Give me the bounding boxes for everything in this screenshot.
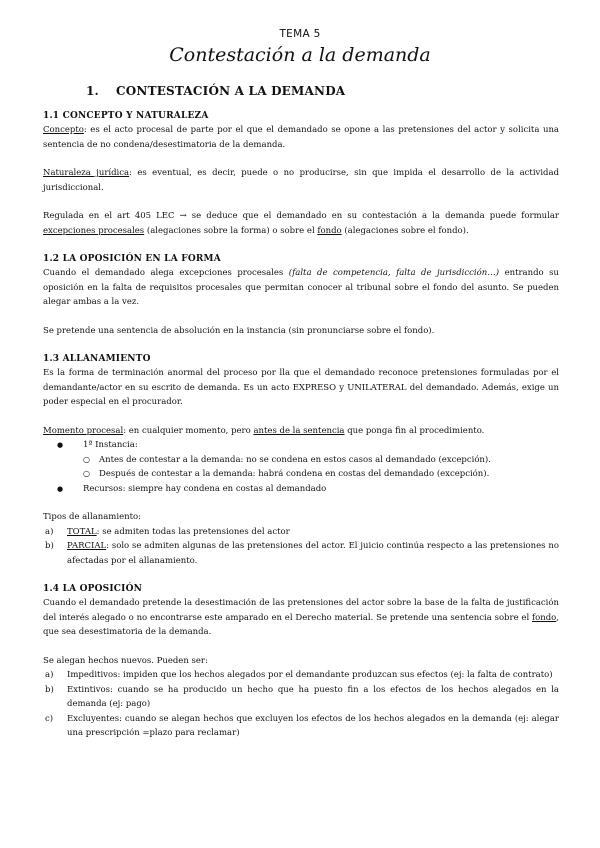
page-title: Contestación a la demanda [169, 44, 431, 66]
list-marker: b) [45, 541, 54, 551]
subsection-heading-concepto: 1.1 CONCEPTO Y NATURALEZA [43, 111, 209, 121]
subsection-heading-forma: 1.2 LA OPOSICIÓN EN LA FORMA [43, 254, 221, 264]
alpha-list [43, 525, 559, 569]
bullet-list [43, 438, 559, 496]
text-momento-underline: antes de la sentencia [253, 425, 345, 436]
list-item [43, 668, 559, 683]
text-concepto: : es el acto procesal de parte por el que el demandado se opone a las pretensiones del actor y solicita una sentencia de no condena/desestimatoria de la demanda. [43, 125, 559, 150]
text-excluyentes: Excluyentes: cuando se alegan hechos que excluyen los efectos de los hechos alegados en la demanda (ej: alegar una prescripción =plazo para reclamar) [67, 713, 559, 738]
paragraph-naturaleza [43, 166, 559, 195]
paragraph-oposicion [43, 596, 559, 640]
list-marker: b) [45, 684, 54, 695]
text-momento-b: que ponga fin al procedimiento. [344, 425, 485, 436]
topic-number: TEMA 5 [279, 28, 321, 40]
text-regulada-a: Regulada en el art 405 LEC → se deduce que el demandado en su contestación a la demanda puede formular [43, 211, 559, 221]
term-excepciones: excepciones procesales [43, 225, 145, 236]
text-oposicion-a: Cuando el demandado pretende la desestimación de las pretensiones del actor sobre la base de la falta de justificación del interés alegado o no encontrarse este amparado en el Derecho material. Se pretende una sentencia sobre el [43, 598, 559, 623]
text-parcial: : solo se admiten algunas de las pretensiones del actor. El juicio continúa respecto a las pretensiones no afectadas por el allanamiento. [67, 541, 559, 566]
list-item [43, 683, 559, 712]
paragraph-regulada [43, 209, 559, 238]
list-marker: c) [45, 713, 54, 724]
section-title: CONTESTACIÓN A LA DEMANDA [116, 84, 346, 98]
text-extintivos: Extintivos: cuando se ha producido un hecho que ha puesto fin a los efectos de los hechos alegados en la demanda (ej: pago) [67, 684, 559, 709]
paragraph-concepto [43, 123, 559, 152]
list-item: ● Recursos: siempre hay condena en costas al demandado [43, 482, 559, 497]
text-forma-a: Cuando el demandado alega excepciones procesales [43, 268, 289, 278]
alpha-list [43, 668, 559, 741]
list-marker: a) [45, 670, 54, 680]
term-fondo: fondo [317, 225, 342, 236]
list-item [43, 438, 559, 482]
paragraph-tipos: Tipos de allanamiento: [43, 512, 141, 522]
term-concepto: Concepto [43, 125, 84, 135]
term-total: TOTAL [67, 526, 97, 537]
bullet-text: 1ª Instancia: [83, 440, 138, 450]
text-oposicion-b: , que sea desestimatoria de la demanda. [43, 612, 559, 637]
list-item: ○ Antes de contestar a la demanda: no se condena en estos casos al demandado (excepción). [43, 453, 559, 468]
list-item [43, 525, 559, 540]
paragraph-momento [43, 424, 559, 439]
subsection-heading-oposicion: 1.4 LA OPOSICIÓN [43, 584, 143, 594]
text-total: : se admiten todas las pretensiones del actor [96, 526, 290, 537]
subsection-heading-allanamiento: 1.3 ALLANAMIENTO [43, 354, 151, 364]
section-number: 1. [86, 84, 99, 98]
term-parcial: PARCIAL [67, 541, 107, 551]
section-heading [86, 84, 345, 98]
list-item [43, 539, 559, 568]
list-item: ○ Después de contestar a la demanda: habrá condena en costas del demandado (excepción). [43, 467, 559, 482]
term-fondo-2: fondo [532, 612, 557, 623]
text-regulada-c: (alegaciones sobre el fondo). [341, 225, 469, 236]
paragraph-absolucion: Se pretende una sentencia de absolución en la instancia (sin pronunciarse sobre el fondo). [43, 325, 435, 336]
text-naturaleza: : es eventual, es decir, puede o no producirse, sin que impida el desarrollo de la actividad jurisdiccional. [43, 168, 560, 193]
text-forma-b: entrando su oposición en la falta de requisitos procesales que permitan conocer al tribunal sobre el fondo del asunto. Se pueden alegar ambas a la vez. [43, 268, 559, 307]
text-impeditivos: Impeditivos: impiden que los hechos alegados por el demandante produzcan sus efectos (ej: la falta de contrato) [67, 670, 553, 680]
document-body [43, 109, 559, 741]
sub-list [83, 453, 559, 482]
list-marker: a) [45, 526, 54, 537]
term-momento: Momento procesal [43, 425, 124, 436]
paragraph-allanamiento: Es la forma de terminación anormal del proceso por lla que el demandado reconoce pretensiones formuladas por el demandante/actor en su escrito de demanda. Es un acto EXPRESO y UNILATERAL del demandado. Además, exige un poder especial en el procurador. [43, 368, 559, 407]
paragraph-forma [43, 266, 559, 310]
paragraph-hechos: Se alegan hechos nuevos. Pueden ser: [43, 655, 208, 666]
text-regulada-b: (alegaciones sobre la forma) o sobre el [144, 225, 318, 236]
text-momento-a: : en cualquier momento, pero [123, 425, 254, 436]
list-item [43, 712, 559, 741]
text-forma-italic: (falta de competencia, falta de jurisdicción…) [288, 268, 500, 278]
term-naturaleza: Naturaleza jurídica [43, 168, 130, 178]
